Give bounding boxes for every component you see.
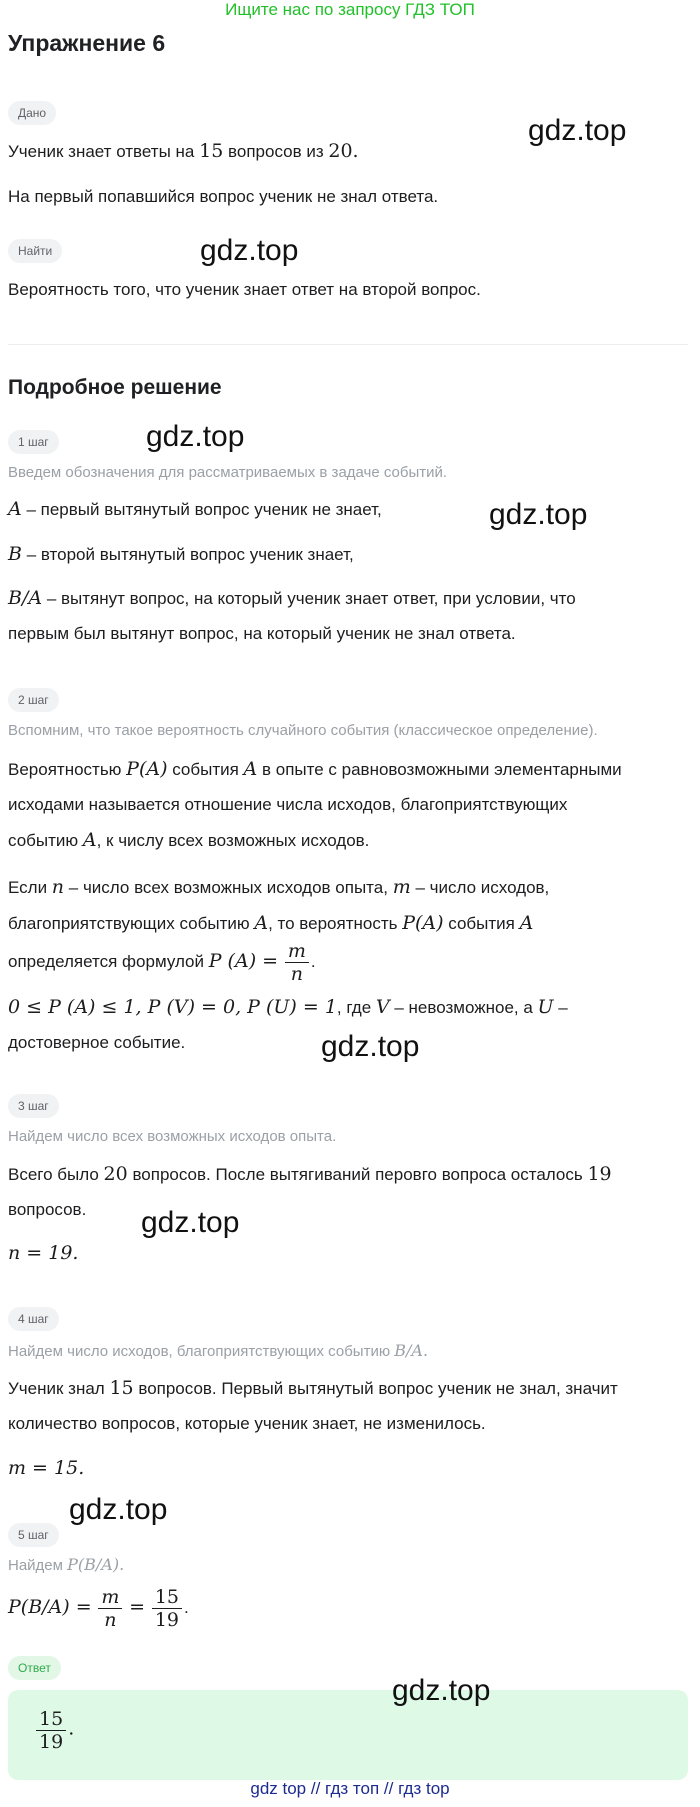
math-expr: 0 ≤ P (A) ≤ 1, P (V) = 0, P (U) = 1	[8, 996, 337, 1018]
math-var: B	[8, 543, 22, 565]
step-text: в опыте с равновозможными элементарными	[257, 760, 622, 779]
equals-sign: =	[129, 1596, 146, 1618]
footer-link-gdz-top[interactable]: gdz top	[250, 1779, 307, 1798]
step-4-hint	[8, 1341, 428, 1360]
given-label: Дано	[8, 101, 56, 125]
fraction-numerator: 15	[36, 1708, 66, 1731]
math-expr: n = 19.	[8, 1242, 79, 1264]
watermark: gdz.top	[69, 1493, 168, 1526]
answer-value	[34, 1708, 74, 1753]
fraction-numerator: 15	[152, 1586, 182, 1609]
footer-separator: //	[383, 1779, 394, 1798]
find-badge	[8, 239, 62, 263]
step-text: –	[553, 998, 568, 1017]
step-text: , то вероятность	[268, 914, 403, 933]
math-var: A	[8, 498, 22, 520]
math-expr: m = 15.	[8, 1457, 85, 1479]
step-3-badge	[8, 1094, 59, 1118]
step-5-formula	[8, 1580, 688, 1635]
watermark: gdz.top	[489, 498, 588, 531]
footer-link-gdz-top-mixed[interactable]: гдз top	[398, 1779, 450, 1798]
step-label: 3 шаг	[8, 1094, 59, 1118]
step-text: .	[68, 1717, 75, 1740]
step-2-p1-line1	[8, 752, 688, 787]
math-expr: P(A)	[402, 912, 444, 934]
step-text: Всего было	[8, 1165, 104, 1184]
math-number: 20.	[328, 140, 359, 162]
math-number: 15	[199, 140, 224, 162]
step-text: Вероятностью	[8, 760, 127, 779]
watermark: gdz.top	[528, 114, 627, 147]
step-2-p3-line2: достоверное событие.	[8, 1033, 186, 1052]
answer-label: Ответ	[8, 1656, 61, 1680]
fraction-denominator: n	[104, 1609, 117, 1632]
step-text: – невозможное, а	[389, 998, 538, 1017]
math-expr: P (A) =	[208, 950, 279, 972]
step-4-result	[8, 1451, 688, 1486]
math-var: m	[392, 876, 411, 898]
hint-text: Найдем число исходов, благоприятствующих событию	[8, 1343, 395, 1360]
math-expr: B/A.	[394, 1341, 429, 1360]
fraction-15-over-19	[152, 1586, 182, 1631]
step-2-p2-line3	[8, 934, 688, 989]
step-text: – второй вытянутый вопрос ученик знает,	[21, 545, 354, 564]
step-2-p2-line1	[8, 870, 688, 905]
math-var: A	[82, 829, 97, 851]
find-label: Найти	[8, 239, 62, 263]
answer-box	[8, 1690, 688, 1780]
step-4-line1	[8, 1371, 688, 1406]
given-line-2: На первый попавшийся вопрос ученик не знал ответа.	[8, 187, 439, 206]
divider	[8, 344, 688, 345]
search-banner: Ищите нас по запросу ГДЗ ТОП	[225, 0, 475, 19]
math-var: A	[519, 912, 534, 934]
step-label: 1 шаг	[8, 430, 59, 454]
watermark: gdz.top	[321, 1030, 420, 1063]
step-1-line-ba	[8, 581, 688, 616]
step-text: вопросов. Первый вытянутый вопрос ученик не знал, значит	[133, 1379, 618, 1398]
step-2-p1-line2: исходами называется отношение числа исходов, благоприятствующих	[8, 795, 568, 814]
step-text: Если	[8, 878, 52, 897]
math-var: V	[375, 996, 390, 1018]
step-text: Ученик знал	[8, 1379, 110, 1398]
answer-fraction	[36, 1708, 66, 1753]
hint-text: Найдем	[8, 1557, 68, 1574]
fraction-numerator: m	[285, 940, 309, 963]
step-text: .	[310, 952, 316, 971]
answer-badge	[8, 1656, 61, 1680]
math-expr: P(B/A) =	[8, 1596, 92, 1618]
fraction-m-over-n	[98, 1586, 122, 1631]
watermark: gdz.top	[141, 1206, 240, 1239]
step-text: благоприятствующих событию	[8, 914, 255, 933]
step-2-p1-line3	[8, 823, 688, 858]
step-2-hint: Вспомним, что такое вероятность случайного события (классическое определение).	[8, 722, 598, 739]
math-var: U	[537, 996, 554, 1018]
step-4-badge	[8, 1307, 59, 1331]
math-var: B/A	[8, 587, 43, 609]
step-1-badge	[8, 430, 59, 454]
solution-title: Подробное решение	[8, 376, 222, 399]
step-3-result	[8, 1236, 688, 1271]
step-text: – вытянут вопрос, на который ученик знает ответ, при условии, что	[42, 589, 576, 608]
math-var: A	[243, 758, 258, 780]
watermark: gdz.top	[200, 234, 299, 267]
step-text: – первый вытянутый вопрос ученик не знает,	[21, 500, 382, 519]
watermark: gdz.top	[392, 1674, 491, 1707]
watermark: gdz.top	[146, 420, 245, 453]
fraction-denominator: 19	[39, 1731, 64, 1753]
math-number: 19	[587, 1163, 612, 1185]
step-text: – число исходов,	[410, 878, 550, 897]
step-text: .	[184, 1598, 189, 1617]
step-text: вопросов. После вытягиваний перовго вопроса осталось	[127, 1165, 588, 1184]
step-text: – число всех возможных исходов опыта,	[64, 878, 393, 897]
find-text: Вероятность того, что ученик знает ответ на второй вопрос.	[8, 280, 481, 299]
fraction-denominator: 19	[154, 1609, 179, 1632]
step-2-badge	[8, 688, 59, 712]
given-text: вопросов из	[228, 142, 324, 161]
step-3-hint: Найдем число всех возможных исходов опыта.	[8, 1128, 337, 1145]
step-text: события	[167, 760, 244, 779]
math-number: 20	[103, 1163, 128, 1185]
step-label: 4 шаг	[8, 1307, 59, 1331]
given-badge	[8, 101, 56, 125]
step-label: 5 шаг	[8, 1523, 59, 1547]
step-1-line-b	[8, 537, 688, 572]
fraction-m-over-n	[285, 940, 309, 985]
given-text: Ученик знает ответы на	[8, 142, 195, 161]
step-2-p3-line1	[8, 990, 688, 1025]
step-label: 2 шаг	[8, 688, 59, 712]
fraction-numerator: m	[98, 1586, 122, 1609]
step-text: , к числу всех возможных исходов.	[96, 831, 370, 850]
step-text: события	[443, 914, 520, 933]
step-4-line2: количество вопросов, которые ученик знает, не изменилось.	[8, 1414, 486, 1433]
step-5-hint	[8, 1555, 124, 1574]
step-text: , где	[336, 998, 376, 1017]
footer-separator: //	[310, 1779, 321, 1798]
step-5-badge	[8, 1523, 59, 1547]
exercise-title: Упражнение 6	[8, 30, 166, 56]
math-expr: P(A)	[126, 758, 168, 780]
step-1-line-ba2: первым был вытянут вопрос, на который ученик не знал ответа.	[8, 624, 516, 643]
math-number: 15	[109, 1377, 134, 1399]
step-text: событию	[8, 831, 83, 850]
footer-links	[0, 1779, 700, 1799]
step-1-hint: Введем обозначения для рассматриваемых в задаче событий.	[8, 464, 448, 481]
step-3-line1	[8, 1157, 688, 1192]
math-var: A	[254, 912, 269, 934]
fraction-denominator: n	[290, 963, 303, 986]
step-3-line2: вопросов.	[8, 1200, 87, 1219]
step-text: определяется формулой	[8, 952, 209, 971]
math-var: n	[51, 876, 65, 898]
footer-link-gdz-top-ru[interactable]: гдз топ	[325, 1779, 380, 1798]
math-expr: P(B/A).	[67, 1555, 125, 1574]
